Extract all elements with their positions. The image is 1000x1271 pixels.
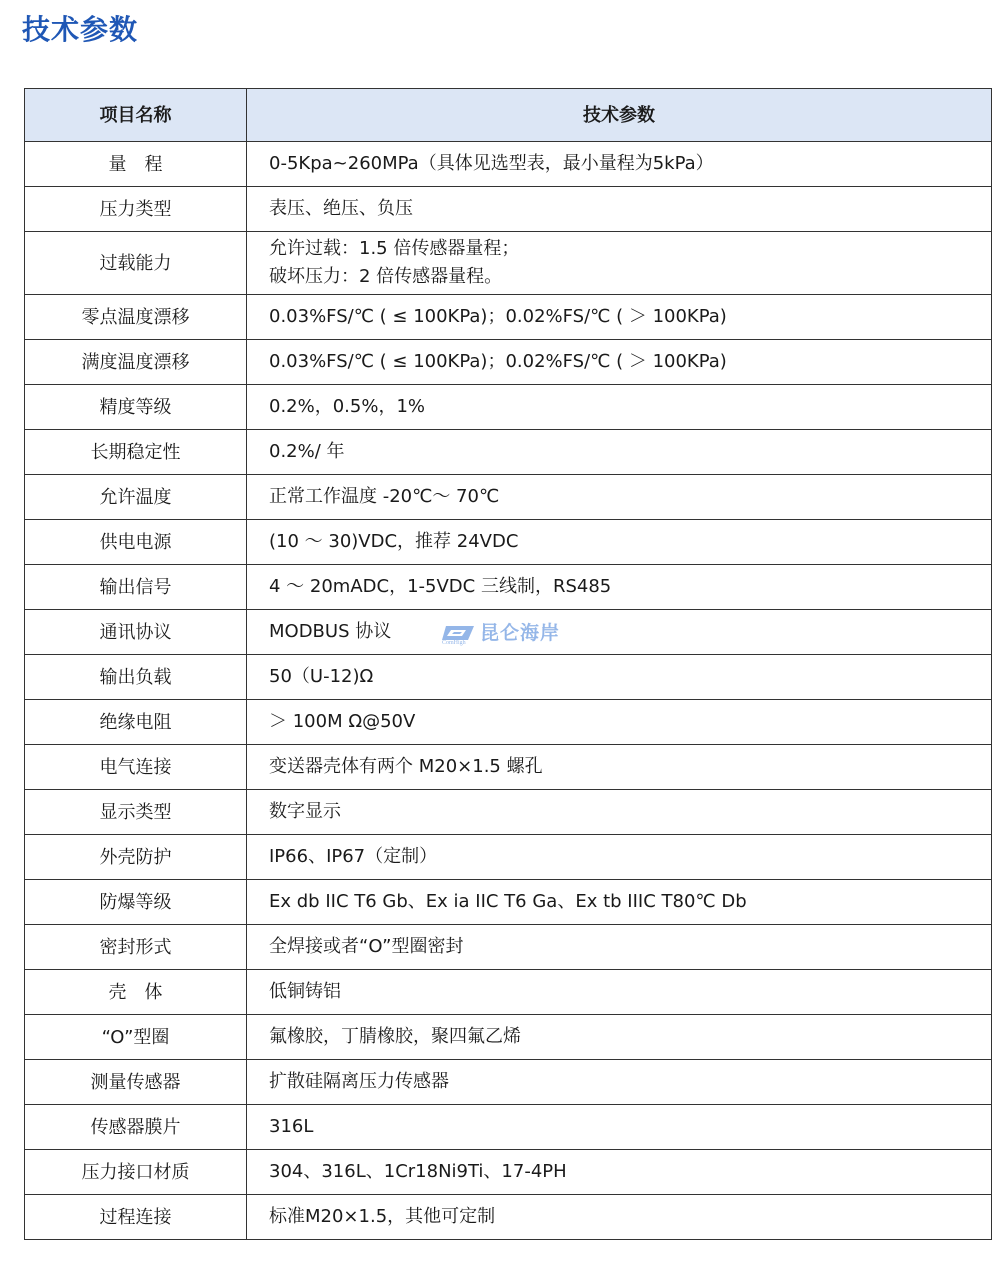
- row-value-line: 表压、绝压、负压: [269, 198, 413, 219]
- row-value-line: 扩散硅隔离压力传感器: [269, 1071, 449, 1092]
- table-row: [25, 385, 992, 430]
- row-label: 零点温度漂移: [25, 295, 247, 340]
- table-row: [25, 187, 992, 232]
- row-value-line: 0.03%FS/℃ ( ≤ 100KPa)；0.02%FS/℃ ( ＞ 100KPa): [269, 351, 727, 372]
- row-label: 电气连接: [25, 745, 247, 790]
- row-value-line: 变送器壳体有两个 M20×1.5 螺孔: [269, 756, 543, 777]
- table-row: [25, 835, 992, 880]
- table-row: [25, 655, 992, 700]
- row-value: [247, 655, 992, 700]
- row-label: 压力类型: [25, 187, 247, 232]
- row-label: 长期稳定性: [25, 430, 247, 475]
- row-value: [247, 385, 992, 430]
- table-row: [25, 745, 992, 790]
- company-logo-icon: [442, 622, 476, 644]
- row-value-line: 允许过载：1.5 倍传感器量程；: [269, 238, 520, 259]
- table-row: [25, 295, 992, 340]
- row-label: 通讯协议: [25, 610, 247, 655]
- row-value: [247, 295, 992, 340]
- row-value: [247, 925, 992, 970]
- row-label: 外壳防护: [25, 835, 247, 880]
- row-value-line: MODBUS 协议: [269, 621, 392, 642]
- row-value-line: (10 ～ 30)VDC，推荐 24VDC: [269, 531, 519, 552]
- table-row: [25, 565, 992, 610]
- table-row: [25, 1015, 992, 1060]
- table-header-row: [25, 89, 992, 142]
- row-value-line: 标准M20×1.5，其他可定制: [269, 1206, 496, 1227]
- row-value-line: 4 ～ 20mADC，1-5VDC 三线制，RS485: [269, 576, 612, 597]
- row-label: 满度温度漂移: [25, 340, 247, 385]
- row-value: [247, 1150, 992, 1195]
- table-row: [25, 700, 992, 745]
- row-label: 过载能力: [25, 232, 247, 295]
- row-label: 精度等级: [25, 385, 247, 430]
- row-value: [247, 142, 992, 187]
- watermark-text: 昆仑海岸: [480, 622, 561, 644]
- row-label: 密封形式: [25, 925, 247, 970]
- row-label: 壳 体: [25, 970, 247, 1015]
- row-label: 绝缘电阻: [25, 700, 247, 745]
- table-row: [25, 232, 992, 295]
- row-label: 允许温度: [25, 475, 247, 520]
- table-row: [25, 520, 992, 565]
- row-value-line: 0.03%FS/℃ ( ≤ 100KPa)；0.02%FS/℃ ( ＞ 100KPa): [269, 306, 727, 327]
- row-value-line: 304、316L、1Cr18Ni9Ti、17-4PH: [269, 1161, 567, 1182]
- row-value: [247, 1105, 992, 1150]
- row-label: 测量传感器: [25, 1060, 247, 1105]
- table-row: [25, 880, 992, 925]
- table-row: [25, 1195, 992, 1240]
- table-row: [25, 142, 992, 187]
- row-label: 显示类型: [25, 790, 247, 835]
- row-value-line: 全焊接或者“O”型圈密封: [269, 936, 464, 957]
- table-row: [25, 1150, 992, 1195]
- row-value-line: 破坏压力：2 倍传感器量程。: [269, 266, 503, 287]
- row-value-line: IP66、IP67（定制）: [269, 846, 438, 867]
- row-value-line: 316L: [269, 1116, 314, 1137]
- row-value: [247, 610, 992, 655]
- watermark-logo: [442, 622, 560, 644]
- row-value-line: 正常工作温度 -20℃～ 70℃: [269, 486, 500, 507]
- table-row: [25, 790, 992, 835]
- table-row: [25, 925, 992, 970]
- row-label: 输出负载: [25, 655, 247, 700]
- row-value: [247, 835, 992, 880]
- row-label: 输出信号: [25, 565, 247, 610]
- row-label: 供电电源: [25, 520, 247, 565]
- row-value: [247, 565, 992, 610]
- table-row: [25, 970, 992, 1015]
- row-value: [247, 1015, 992, 1060]
- watermark-sub-text: ComHigh: [442, 640, 466, 646]
- table-row: [25, 430, 992, 475]
- table-row: [25, 1060, 992, 1105]
- row-value-line: 氟橡胶，丁腈橡胶，聚四氟乙烯: [269, 1026, 521, 1047]
- row-value-line: 0.2%/ 年: [269, 441, 345, 462]
- row-value: [247, 430, 992, 475]
- row-value-line: 50（U-12)Ω: [269, 666, 374, 687]
- row-label: 压力接口材质: [25, 1150, 247, 1195]
- row-label: 量 程: [25, 142, 247, 187]
- table-row: [25, 1105, 992, 1150]
- row-value: [247, 700, 992, 745]
- row-value-line: 0.2%，0.5%，1%: [269, 396, 426, 417]
- column-header-tech-params: 技术参数: [247, 89, 992, 142]
- row-label: 传感器膜片: [25, 1105, 247, 1150]
- row-value: [247, 970, 992, 1015]
- row-label: “O”型圈: [25, 1015, 247, 1060]
- row-value: [247, 340, 992, 385]
- row-value: [247, 187, 992, 232]
- column-header-item-name: 项目名称: [25, 89, 247, 142]
- row-value-line: Ex db IIC T6 Gb、Ex ia IIC T6 Ga、Ex tb IIIC T80℃ Db: [269, 891, 747, 912]
- row-value: [247, 232, 992, 295]
- row-label: 过程连接: [25, 1195, 247, 1240]
- table-row: [25, 340, 992, 385]
- row-value-line: ＞ 100M Ω@50V: [269, 711, 416, 732]
- row-value: [247, 520, 992, 565]
- row-value: [247, 1060, 992, 1105]
- row-value-line: 数字显示: [269, 801, 341, 822]
- page-title: 技术参数: [22, 13, 139, 46]
- table-row: [25, 475, 992, 520]
- row-value: [247, 745, 992, 790]
- row-value: [247, 475, 992, 520]
- row-value: [247, 790, 992, 835]
- row-value-line: 低铜铸铝: [269, 981, 341, 1002]
- row-value: [247, 880, 992, 925]
- row-label: 防爆等级: [25, 880, 247, 925]
- row-value-line: 0-5Kpa~260MPa（具体见选型表，最小量程为5kPa）: [269, 153, 714, 174]
- spec-table: [24, 88, 992, 1240]
- row-value: [247, 1195, 992, 1240]
